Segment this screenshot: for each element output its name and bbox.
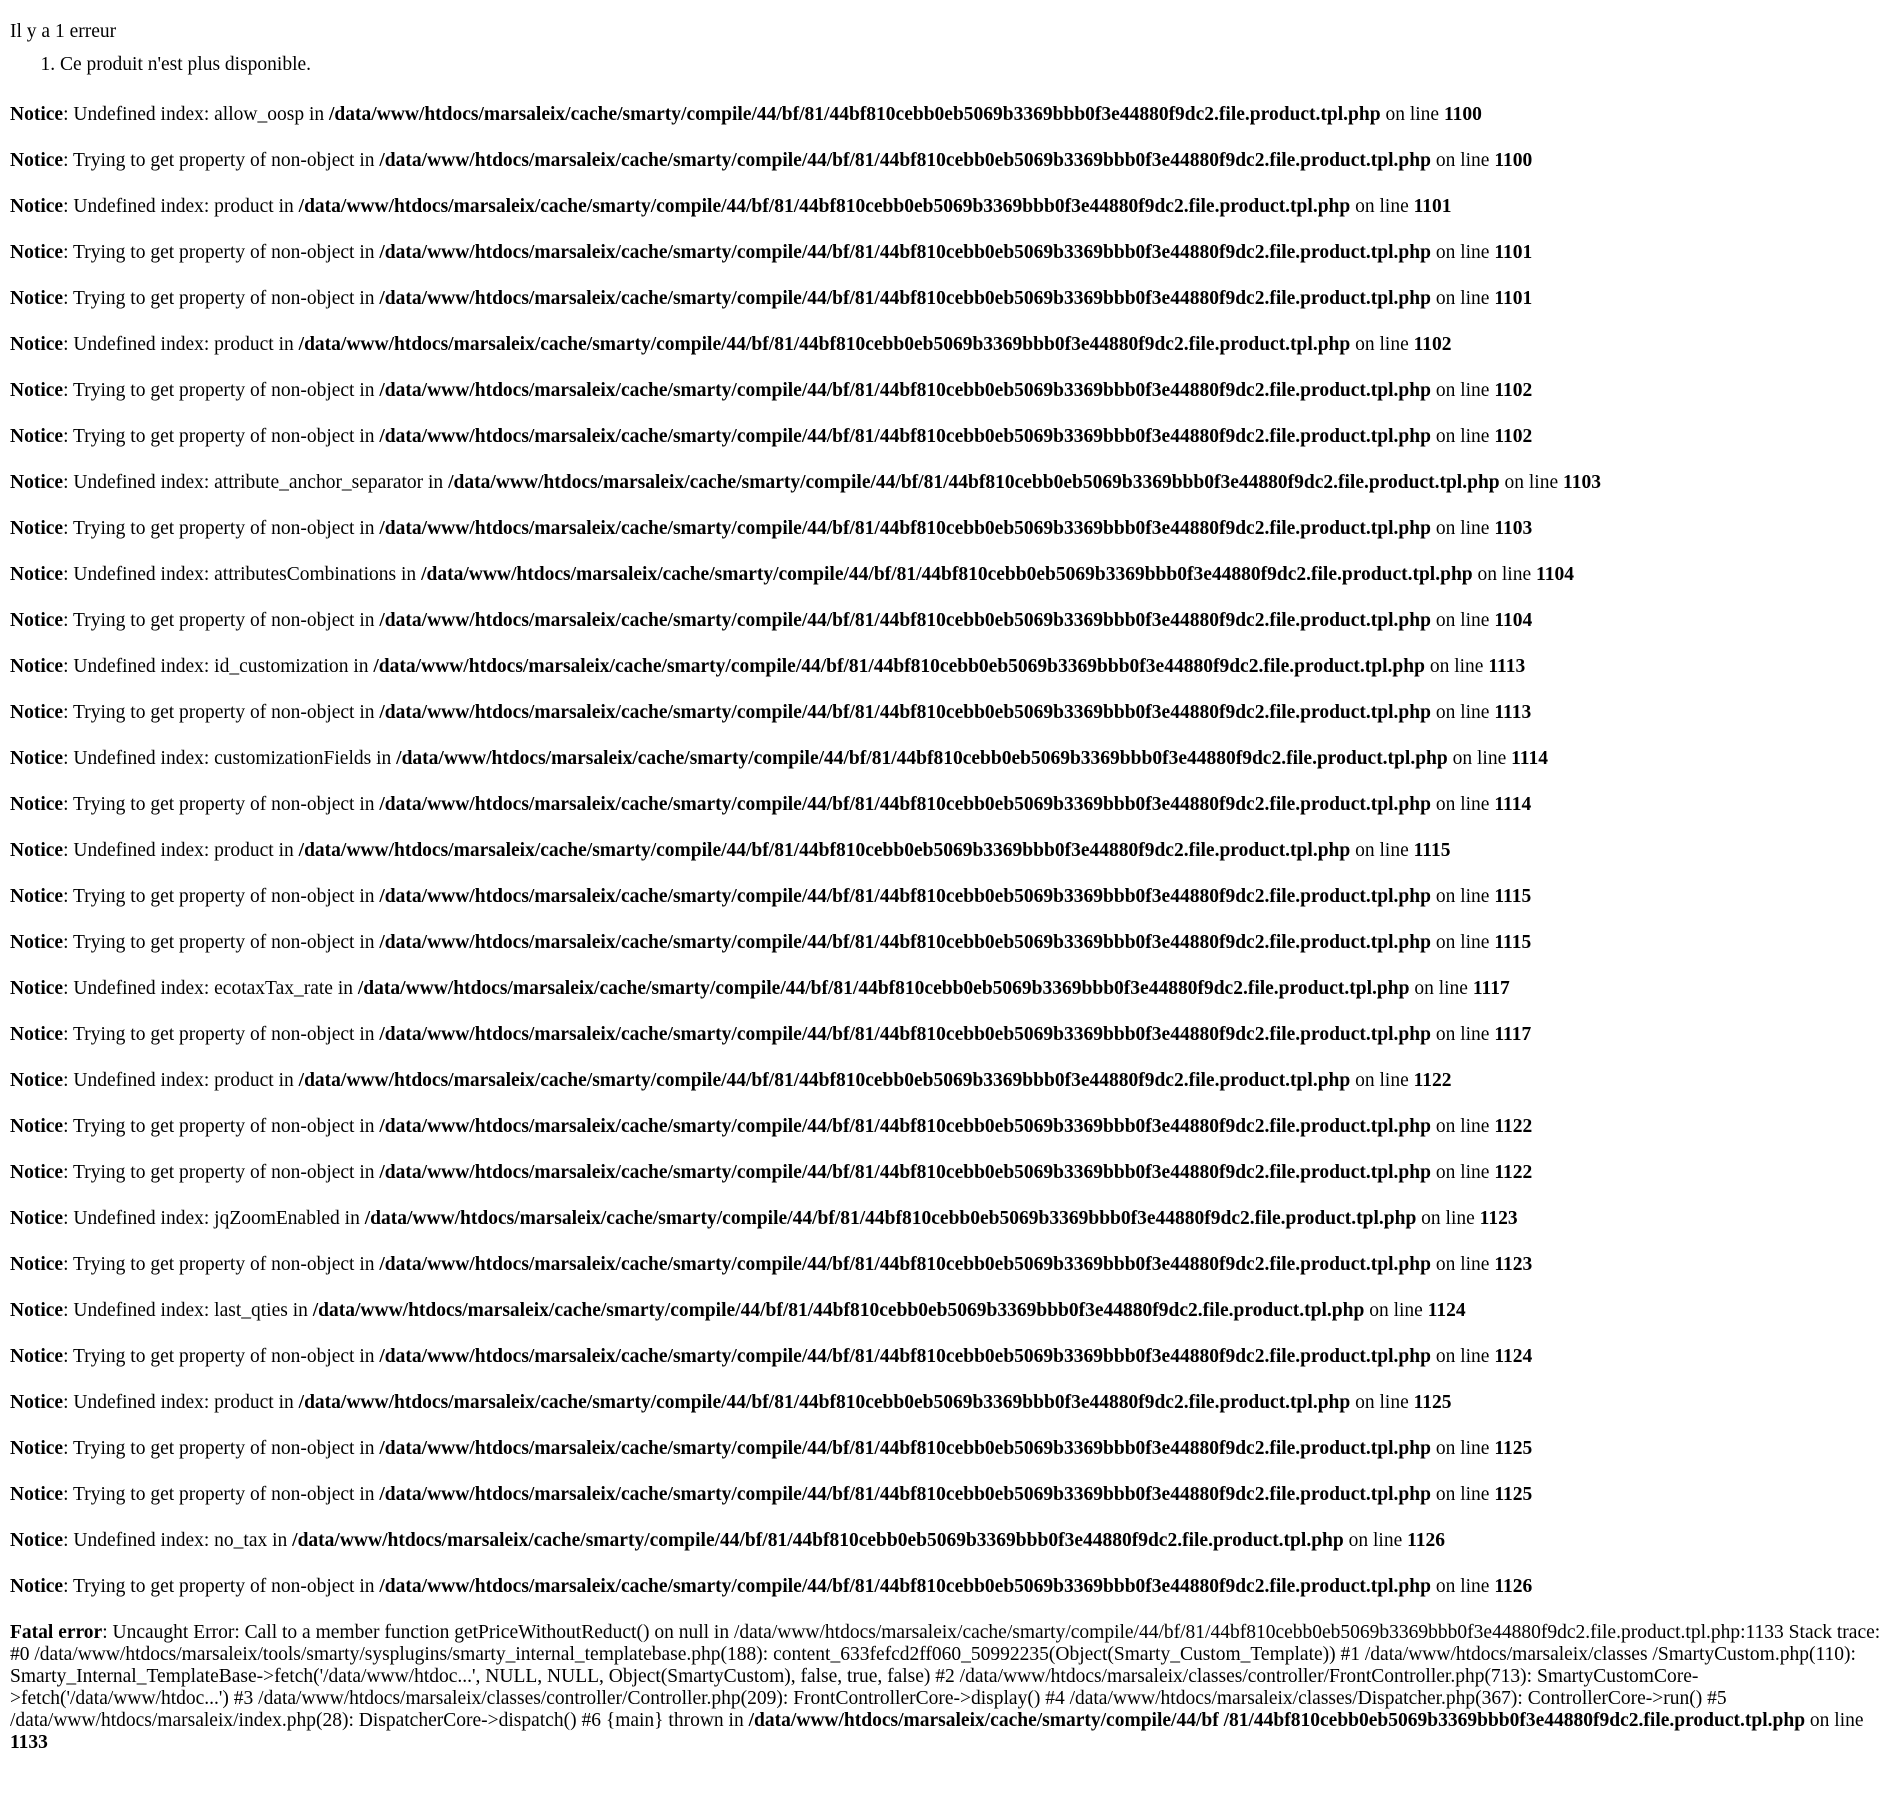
notice-on-line: on line [1435,1438,1490,1459]
notice-line: 1101 [1413,196,1452,217]
notice-in: in [359,150,375,171]
notice-path: /data/www/htdocs/marsaleix/cache/smarty/compile/44/bf/81/44bf810cebb0eb5069b3369bbb0f3e44880f9dc2.file.product.tpl.php [379,380,1431,401]
notice-label: Notice [10,196,64,217]
notice-row: Notice: Undefined index: product in /data/www/htdocs/marsaleix/cache/smarty/compile/44/bf/81/44bf810cebb0eb5069b3369bbb0f3e44880f9dc2.file.product.tpl.php on line 1115 [10,840,1451,861]
notice-line: 1103 [1494,518,1533,539]
notice-path: /data/www/htdocs/marsaleix/cache/smarty/compile/44/bf/81/44bf810cebb0eb5069b3369bbb0f3e44880f9dc2.file.product.tpl.php [298,840,1351,861]
notice-on-line: on line [1435,380,1490,401]
notice-line: 1124 [1427,1300,1466,1321]
notice-on-line: on line [1435,1254,1490,1275]
notice-in: in [359,1484,375,1505]
notice-row: Notice: Trying to get property of non-object in /data/www/htdocs/marsaleix/cache/smarty/compile/44/bf/81/44bf810cebb0eb5069b3369bbb0f3e44880f9dc2.file.product.tpl.php on line 1115 [10,886,1532,907]
notice-label: Notice [10,1254,64,1275]
notice-label: Notice [10,840,64,861]
notice-in: in [278,1070,294,1091]
notice-label: Notice [10,518,64,539]
notice-label: Notice [10,610,64,631]
notice-row: Notice: Undefined index: jqZoomEnabled in /data/www/htdocs/marsaleix/cache/smarty/compile/44/bf/81/44bf810cebb0eb5069b3369bbb0f3e44880f9dc2.file.product.tpl.php on line 1123 [10,1208,1518,1229]
notice-path: /data/www/htdocs/marsaleix/cache/smarty/compile/44/bf/81/44bf810cebb0eb5069b3369bbb0f3e44880f9dc2.file.product.tpl.php [357,978,1410,999]
notice-row: Notice: Trying to get property of non-object in /data/www/htdocs/marsaleix/cache/smarty/compile/44/bf/81/44bf810cebb0eb5069b3369bbb0f3e44880f9dc2.file.product.tpl.php on line 1117 [10,1024,1532,1045]
notice-message: Undefined index: allow_oosp [73,104,305,125]
error-list-item: 1. Ce produit n'est plus disponible. [60,54,1888,76]
notice-path: /data/www/htdocs/marsaleix/cache/smarty/compile/44/bf/81/44bf810cebb0eb5069b3369bbb0f3e44880f9dc2.file.product.tpl.php [329,104,1381,125]
notice-line: 1114 [1494,794,1532,815]
notice-line: 1125 [1494,1484,1533,1505]
notice-path: /data/www/htdocs/marsaleix/cache/smarty/compile/44/bf/81/44bf810cebb0eb5069b3369bbb0f3e44880f9dc2.file.product.tpl.php [298,196,1351,217]
notice-line: 1113 [1494,702,1532,723]
notice-on-line: on line [1435,610,1490,631]
notice-on-line: on line [1429,656,1484,677]
notice-row: Notice: Trying to get property of non-object in /data/www/htdocs/marsaleix/cache/smarty/compile/44/bf/81/44bf810cebb0eb5069b3369bbb0f3e44880f9dc2.file.product.tpl.php on line 1124 [10,1346,1533,1367]
notice-message: Trying to get property of non-object [73,1254,355,1275]
notice-in: in [308,104,325,125]
notice-on-line: on line [1435,886,1490,907]
notice-path: /data/www/htdocs/marsaleix/cache/smarty/compile/44/bf/81/44bf810cebb0eb5069b3369bbb0f3e44880f9dc2.file.product.tpl.php [379,1438,1431,1459]
notice-on-line: on line [1435,794,1490,815]
notice-row: Notice: Trying to get property of non-object in /data/www/htdocs/marsaleix/cache/smarty/compile/44/bf/81/44bf810cebb0eb5069b3369bbb0f3e44880f9dc2.file.product.tpl.php on line 1101 [10,288,1533,309]
notice-message: Undefined index: attribute_anchor_separator [73,472,424,493]
notice-row: Notice: Undefined index: attributesCombinations in /data/www/htdocs/marsaleix/cache/smarty/compile/44/bf/81/44bf810cebb0eb5069b3369bbb0f3e44880f9dc2.file.product.tpl.php on line 1104 [10,564,1574,585]
notice-label: Notice [10,886,64,907]
notice-in: in [278,1392,294,1413]
notice-message: Trying to get property of non-object [73,1438,355,1459]
notice-label: Notice [10,104,64,125]
notice-on-line: on line [1435,1576,1490,1597]
notice-label: Notice [10,426,64,447]
notice-on-line: on line [1435,518,1490,539]
notice-in: in [278,840,294,861]
notice-row: Notice: Trying to get property of non-object in /data/www/htdocs/marsaleix/cache/smarty/compile/44/bf/81/44bf810cebb0eb5069b3369bbb0f3e44880f9dc2.file.product.tpl.php on line 1125 [10,1484,1533,1505]
notice-row: Notice: Undefined index: product in /data/www/htdocs/marsaleix/cache/smarty/compile/44/bf/81/44bf810cebb0eb5069b3369bbb0f3e44880f9dc2.file.product.tpl.php on line 1125 [10,1392,1452,1413]
notice-path: /data/www/htdocs/marsaleix/cache/smarty/compile/44/bf/81/44bf810cebb0eb5069b3369bbb0f3e44880f9dc2.file.product.tpl.php [292,1530,1344,1551]
notice-path: /data/www/htdocs/marsaleix/cache/smarty/compile/44/bf/81/44bf810cebb0eb5069b3369bbb0f3e44880f9dc2.file.product.tpl.php [379,426,1431,447]
notice-in: in [401,564,417,585]
notice-on-line: on line [1435,932,1490,953]
notice-line: 1103 [1563,472,1601,493]
notice-label: Notice [10,380,64,401]
notice-line: 1113 [1488,656,1526,677]
notice-on-line: on line [1435,1024,1490,1045]
notice-path: /data/www/htdocs/marsaleix/cache/smarty/compile/44/bf/81/44bf810cebb0eb5069b3369bbb0f3e44880f9dc2.file.product.tpl.php [421,564,1473,585]
notice-row: Notice: Undefined index: ecotaxTax_rate in /data/www/htdocs/marsaleix/cache/smarty/compile/44/bf/81/44bf810cebb0eb5069b3369bbb0f3e44880f9dc2.file.product.tpl.php on line 1117 [10,978,1510,999]
notice-path: /data/www/htdocs/marsaleix/cache/smarty/compile/44/bf/81/44bf810cebb0eb5069b3369bbb0f3e44880f9dc2.file.product.tpl.php [379,518,1431,539]
notice-line: 1125 [1494,1438,1533,1459]
notice-path: /data/www/htdocs/marsaleix/cache/smarty/compile/44/bf/81/44bf810cebb0eb5069b3369bbb0f3e44880f9dc2.file.product.tpl.php [379,932,1431,953]
notice-on-line: on line [1421,1208,1475,1229]
notice-in: in [376,748,392,769]
notice-in: in [353,656,369,677]
notice-in: in [359,1346,375,1367]
notice-in: in [359,794,375,815]
notice-on-line: on line [1435,426,1490,447]
notice-in: in [359,518,375,539]
notice-row: Notice: Undefined index: product in /data/www/htdocs/marsaleix/cache/smarty/compile/44/bf/81/44bf810cebb0eb5069b3369bbb0f3e44880f9dc2.file.product.tpl.php on line 1102 [10,334,1452,355]
notice-on-line: on line [1435,150,1490,171]
notice-message: Trying to get property of non-object [73,150,355,171]
notice-path: /data/www/htdocs/marsaleix/cache/smarty/compile/44/bf/81/44bf810cebb0eb5069b3369bbb0f3e44880f9dc2.file.product.tpl.php [448,472,1500,493]
notice-row: Notice: Trying to get property of non-object in /data/www/htdocs/marsaleix/cache/smarty/compile/44/bf/81/44bf810cebb0eb5069b3369bbb0f3e44880f9dc2.file.product.tpl.php on line 1122 [10,1162,1533,1183]
notice-label: Notice [10,1484,64,1505]
notice-message: Trying to get property of non-object [73,610,355,631]
notice-in: in [359,1576,375,1597]
notice-on-line: on line [1355,334,1409,355]
notice-label: Notice [10,150,64,171]
error-count-title: Il y a 1 erreur [10,21,117,42]
notice-line: 1125 [1413,1392,1452,1413]
notice-line: 1126 [1407,1530,1446,1551]
notice-path: /data/www/htdocs/marsaleix/cache/smarty/compile/44/bf/81/44bf810cebb0eb5069b3369bbb0f3e44880f9dc2.file.product.tpl.php [379,1024,1431,1045]
notice-label: Notice [10,564,64,585]
notice-line: 1115 [1413,840,1451,861]
notice-path: /data/www/htdocs/marsaleix/cache/smarty/compile/44/bf/81/44bf810cebb0eb5069b3369bbb0f3e44880f9dc2.file.product.tpl.php [379,702,1431,723]
notice-line: 1122 [1413,1070,1452,1091]
notice-message: Trying to get property of non-object [73,886,355,907]
notice-row: Notice: Undefined index: product in /data/www/htdocs/marsaleix/cache/smarty/compile/44/bf/81/44bf810cebb0eb5069b3369bbb0f3e44880f9dc2.file.product.tpl.php on line 1101 [10,196,1452,217]
notice-path: /data/www/htdocs/marsaleix/cache/smarty/compile/44/bf/81/44bf810cebb0eb5069b3369bbb0f3e44880f9dc2.file.product.tpl.php [379,1576,1431,1597]
error-list [10,54,1888,76]
notice-message: Undefined index: product [73,840,274,861]
notice-line: 1115 [1494,886,1532,907]
fatal-thrown-in: thrown in [668,1710,744,1731]
notice-path: /data/www/htdocs/marsaleix/cache/smarty/compile/44/bf/81/44bf810cebb0eb5069b3369bbb0f3e44880f9dc2.file.product.tpl.php [298,1392,1351,1413]
notice-on-line: on line [1435,1346,1490,1367]
notice-message: Undefined index: ecotaxTax_rate [73,978,333,999]
notice-in: in [344,1208,360,1229]
notice-label: Notice [10,1392,64,1413]
notice-in: in [359,610,375,631]
notice-in: in [337,978,354,999]
notice-on-line: on line [1385,104,1440,125]
notice-message: Trying to get property of non-object [73,242,355,263]
notice-path: /data/www/htdocs/marsaleix/cache/smarty/compile/44/bf/81/44bf810cebb0eb5069b3369bbb0f3e44880f9dc2.file.product.tpl.php [396,748,1448,769]
notice-on-line: on line [1477,564,1532,585]
notice-message: Trying to get property of non-object [73,380,355,401]
notice-in: in [278,196,294,217]
notice-row: Notice: Undefined index: customizationFields in /data/www/htdocs/marsaleix/cache/smarty/compile/44/bf/81/44bf810cebb0eb5069b3369bbb0f3e44880f9dc2.file.product.tpl.php on line 1114 [10,748,1548,769]
notice-in: in [359,380,375,401]
fatal-on-line: on line [1809,1710,1864,1731]
notice-in: in [359,1438,375,1459]
notice-on-line: on line [1369,1300,1423,1321]
notice-message: Undefined index: product [73,334,274,355]
notice-row: Notice: Trying to get property of non-object in /data/www/htdocs/marsaleix/cache/smarty/compile/44/bf/81/44bf810cebb0eb5069b3369bbb0f3e44880f9dc2.file.product.tpl.php on line 1101 [10,242,1533,263]
notice-message: Trying to get property of non-object [73,1576,355,1597]
notice-label: Notice [10,702,64,723]
notice-in: in [359,1254,375,1275]
notice-message: Trying to get property of non-object [73,1024,355,1045]
notice-line: 1101 [1494,242,1533,263]
notice-on-line: on line [1435,1162,1490,1183]
notice-path: /data/www/htdocs/marsaleix/cache/smarty/compile/44/bf/81/44bf810cebb0eb5069b3369bbb0f3e44880f9dc2.file.product.tpl.php [379,288,1431,309]
notice-path: /data/www/htdocs/marsaleix/cache/smarty/compile/44/bf/81/44bf810cebb0eb5069b3369bbb0f3e44880f9dc2.file.product.tpl.php [312,1300,1365,1321]
notice-row: Notice: Trying to get property of non-object in /data/www/htdocs/marsaleix/cache/smarty/compile/44/bf/81/44bf810cebb0eb5069b3369bbb0f3e44880f9dc2.file.product.tpl.php on line 1126 [10,1576,1533,1597]
notice-in: in [359,242,375,263]
notice-message: Trying to get property of non-object [73,426,355,447]
notice-on-line: on line [1435,1484,1490,1505]
notice-row: Notice: Trying to get property of non-object in /data/www/htdocs/marsaleix/cache/smarty/compile/44/bf/81/44bf810cebb0eb5069b3369bbb0f3e44880f9dc2.file.product.tpl.php on line 1102 [10,380,1533,401]
notice-label: Notice [10,748,64,769]
notice-row: Notice: Trying to get property of non-object in /data/www/htdocs/marsaleix/cache/smarty/compile/44/bf/81/44bf810cebb0eb5069b3369bbb0f3e44880f9dc2.file.product.tpl.php on line 1114 [10,794,1532,815]
notice-label: Notice [10,242,64,263]
notice-in: in [359,932,375,953]
notice-message: Trying to get property of non-object [73,518,355,539]
fatal-error: Fatal error: Uncaught Error: Call to a member function getPriceWithoutReduct() on null in /data/www/htdocs/marsaleix/cache/smarty/compile/44/bf/81/44bf810cebb0eb5069b3369bbb0f3e44880f9dc2.file.product.tpl.php:1133 Stack trace: #0 /data/www/htdocs/marsaleix/tools/smarty/sysplugins/smarty_internal_templatebase.php(188): content_633fefcd2ff060_50992235(Object(Smarty_Custom_Template)) #1 /data/www/htdocs/marsaleix/classes /SmartyCustom.php(110): Smarty_Internal_TemplateBase->fetch('/data/www/htdoc...', NULL, NULL, Object(SmartyCustom), false, true, false) #2 /data/www/htdocs/marsaleix/classes/controller/FrontController.php(713): SmartyCustomCore->fetch('/data/www/htdoc...') #3 /data/www/htdocs/marsaleix/classes/controller/Controller.php(209): FrontControllerCore->display() #4 /data/www/htdocs/marsaleix/classes/Dispatcher.php(367): ControllerCore->run() #5 /data/www/htdocs/marsaleix/index.php(28): DispatcherCore->dispatch() #6 {main} thrown in /data/www/htdocs/marsaleix/cache/smarty/compile/44/bf /81/44bf810cebb0eb5069b3369bbb0f3e44880f9dc2.file.product.tpl.php on line 1133 [10,1622,1881,1753]
notice-path: /data/www/htdocs/marsaleix/cache/smarty/compile/44/bf/81/44bf810cebb0eb5069b3369bbb0f3e44880f9dc2.file.product.tpl.php [379,150,1431,171]
notice-message: Undefined index: jqZoomEnabled [73,1208,340,1229]
notice-line: 1117 [1472,978,1510,999]
notice-path: /data/www/htdocs/marsaleix/cache/smarty/compile/44/bf/81/44bf810cebb0eb5069b3369bbb0f3e44880f9dc2.file.product.tpl.php [298,1070,1351,1091]
notice-message: Trying to get property of non-object [73,1116,355,1137]
notice-message: Undefined index: product [73,196,274,217]
notice-label: Notice [10,794,64,815]
notice-message: Trying to get property of non-object [73,702,355,723]
notice-label: Notice [10,932,64,953]
notice-line: 1123 [1479,1208,1518,1229]
notice-label: Notice [10,1024,64,1045]
notice-path: /data/www/htdocs/marsaleix/cache/smarty/compile/44/bf/81/44bf810cebb0eb5069b3369bbb0f3e44880f9dc2.file.product.tpl.php [379,1254,1431,1275]
notice-row: Notice: Undefined index: allow_oosp in /data/www/htdocs/marsaleix/cache/smarty/compile/44/bf/81/44bf810cebb0eb5069b3369bbb0f3e44880f9dc2.file.product.tpl.php on line 1100 [10,104,1482,125]
notice-message: Trying to get property of non-object [73,1346,355,1367]
notice-on-line: on line [1355,196,1409,217]
notice-in: in [359,426,375,447]
notice-path: /data/www/htdocs/marsaleix/cache/smarty/compile/44/bf/81/44bf810cebb0eb5069b3369bbb0f3e44880f9dc2.file.product.tpl.php [379,794,1431,815]
notice-on-line: on line [1435,242,1490,263]
notice-message: Undefined index: product [73,1392,274,1413]
notice-in: in [359,1116,375,1137]
notice-row: Notice: Trying to get property of non-object in /data/www/htdocs/marsaleix/cache/smarty/compile/44/bf/81/44bf810cebb0eb5069b3369bbb0f3e44880f9dc2.file.product.tpl.php on line 1113 [10,702,1532,723]
notice-row: Notice: Trying to get property of non-object in /data/www/htdocs/marsaleix/cache/smarty/compile/44/bf/81/44bf810cebb0eb5069b3369bbb0f3e44880f9dc2.file.product.tpl.php on line 1104 [10,610,1533,631]
notice-line: 1102 [1413,334,1452,355]
notice-path: /data/www/htdocs/marsaleix/cache/smarty/compile/44/bf/81/44bf810cebb0eb5069b3369bbb0f3e44880f9dc2.file.product.tpl.php [373,656,1425,677]
notice-label: Notice [10,1162,64,1183]
notice-on-line: on line [1355,840,1409,861]
notice-row: Notice: Undefined index: last_qties in /data/www/htdocs/marsaleix/cache/smarty/compile/44/bf/81/44bf810cebb0eb5069b3369bbb0f3e44880f9dc2.file.product.tpl.php on line 1124 [10,1300,1466,1321]
notice-label: Notice [10,472,64,493]
notice-message: Trying to get property of non-object [73,794,355,815]
notice-path: /data/www/htdocs/marsaleix/cache/smarty/compile/44/bf/81/44bf810cebb0eb5069b3369bbb0f3e44880f9dc2.file.product.tpl.php [379,886,1431,907]
notice-message: Trying to get property of non-object [73,1484,355,1505]
notice-on-line: on line [1414,978,1468,999]
notice-row: Notice: Undefined index: product in /data/www/htdocs/marsaleix/cache/smarty/compile/44/bf/81/44bf810cebb0eb5069b3369bbb0f3e44880f9dc2.file.product.tpl.php on line 1122 [10,1070,1452,1091]
notice-on-line: on line [1355,1392,1409,1413]
notice-in: in [359,1024,375,1045]
notice-on-line: on line [1435,702,1490,723]
notice-line: 1100 [1443,104,1482,125]
notice-line: 1104 [1494,610,1533,631]
notice-label: Notice [10,1300,64,1321]
notice-row: Notice: Undefined index: attribute_anchor_separator in /data/www/htdocs/marsaleix/cache/smarty/compile/44/bf/81/44bf810cebb0eb5069b3369bbb0f3e44880f9dc2.file.product.tpl.php on line 1103 [10,472,1601,493]
notice-on-line: on line [1435,1116,1490,1137]
notice-label: Notice [10,1116,64,1137]
notice-line: 1117 [1494,1024,1532,1045]
notice-on-line: on line [1348,1530,1403,1551]
notice-path: /data/www/htdocs/marsaleix/cache/smarty/compile/44/bf/81/44bf810cebb0eb5069b3369bbb0f3e44880f9dc2.file.product.tpl.php [298,334,1351,355]
notice-line: 1102 [1494,380,1533,401]
notice-row: Notice: Trying to get property of non-object in /data/www/htdocs/marsaleix/cache/smarty/compile/44/bf/81/44bf810cebb0eb5069b3369bbb0f3e44880f9dc2.file.product.tpl.php on line 1103 [10,518,1533,539]
notice-row: Notice: Trying to get property of non-object in /data/www/htdocs/marsaleix/cache/smarty/compile/44/bf/81/44bf810cebb0eb5069b3369bbb0f3e44880f9dc2.file.product.tpl.php on line 1115 [10,932,1532,953]
notice-label: Notice [10,1346,64,1367]
notice-label: Notice [10,1070,64,1091]
notice-line: 1102 [1494,426,1533,447]
notice-row: Notice: Trying to get property of non-object in /data/www/htdocs/marsaleix/cache/smarty/compile/44/bf/81/44bf810cebb0eb5069b3369bbb0f3e44880f9dc2.file.product.tpl.php on line 1102 [10,426,1533,447]
notice-line: 1126 [1494,1576,1533,1597]
notice-line: 1101 [1494,288,1533,309]
notice-path: /data/www/htdocs/marsaleix/cache/smarty/compile/44/bf/81/44bf810cebb0eb5069b3369bbb0f3e44880f9dc2.file.product.tpl.php [379,242,1431,263]
notice-on-line: on line [1504,472,1559,493]
notice-in: in [272,1530,288,1551]
notice-in: in [278,334,294,355]
notice-in: in [292,1300,308,1321]
notice-line: 1122 [1494,1162,1533,1183]
notice-row: Notice: Trying to get property of non-object in /data/www/htdocs/marsaleix/cache/smarty/compile/44/bf/81/44bf810cebb0eb5069b3369bbb0f3e44880f9dc2.file.product.tpl.php on line 1122 [10,1116,1533,1137]
notice-on-line: on line [1355,1070,1409,1091]
notice-label: Notice [10,288,64,309]
notice-line: 1123 [1494,1254,1533,1275]
notice-message: Undefined index: id_customization [73,656,349,677]
notice-in: in [428,472,444,493]
notice-label: Notice [10,1438,64,1459]
notice-row: Notice: Undefined index: no_tax in /data/www/htdocs/marsaleix/cache/smarty/compile/44/bf/81/44bf810cebb0eb5069b3369bbb0f3e44880f9dc2.file.product.tpl.php on line 1126 [10,1530,1446,1551]
notice-in: in [359,1162,375,1183]
notice-list [10,104,1888,1598]
notice-label: Notice [10,1208,64,1229]
notice-in: in [359,702,375,723]
fatal-line: 1133 [10,1732,48,1753]
notice-message: Undefined index: no_tax [73,1530,268,1551]
notice-message: Undefined index: product [73,1070,274,1091]
notice-label: Notice [10,978,64,999]
notice-row: Notice: Trying to get property of non-object in /data/www/htdocs/marsaleix/cache/smarty/compile/44/bf/81/44bf810cebb0eb5069b3369bbb0f3e44880f9dc2.file.product.tpl.php on line 1125 [10,1438,1533,1459]
notice-path: /data/www/htdocs/marsaleix/cache/smarty/compile/44/bf/81/44bf810cebb0eb5069b3369bbb0f3e44880f9dc2.file.product.tpl.php [379,1484,1431,1505]
notice-row: Notice: Undefined index: id_customization in /data/www/htdocs/marsaleix/cache/smarty/compile/44/bf/81/44bf810cebb0eb5069b3369bbb0f3e44880f9dc2.file.product.tpl.php on line 1113 [10,656,1526,677]
notice-line: 1114 [1511,748,1548,769]
notice-label: Notice [10,1576,64,1597]
notice-path: /data/www/htdocs/marsaleix/cache/smarty/compile/44/bf/81/44bf810cebb0eb5069b3369bbb0f3e44880f9dc2.file.product.tpl.php [379,1116,1431,1137]
fatal-label: Fatal error [10,1622,103,1643]
notice-line: 1104 [1536,564,1574,585]
fatal-path: /data/www/htdocs/marsaleix/cache/smarty/compile/44/bf /81/44bf810cebb0eb5069b3369bbb0f3e44880f9dc2.file.product.tpl.php [748,1710,1806,1731]
notice-on-line: on line [1435,288,1490,309]
notice-on-line: on line [1452,748,1507,769]
notice-label: Notice [10,334,64,355]
notice-row: Notice: Trying to get property of non-object in /data/www/htdocs/marsaleix/cache/smarty/compile/44/bf/81/44bf810cebb0eb5069b3369bbb0f3e44880f9dc2.file.product.tpl.php on line 1100 [10,150,1533,171]
notice-in: in [359,886,375,907]
notice-line: 1124 [1494,1346,1533,1367]
notice-message: Undefined index: customizationFields [73,748,372,769]
notice-line: 1122 [1494,1116,1533,1137]
notice-line: 1115 [1494,932,1532,953]
notice-in: in [359,288,375,309]
notice-label: Notice [10,656,64,677]
notice-path: /data/www/htdocs/marsaleix/cache/smarty/compile/44/bf/81/44bf810cebb0eb5069b3369bbb0f3e44880f9dc2.file.product.tpl.php [379,1346,1431,1367]
notice-message: Trying to get property of non-object [73,1162,355,1183]
notice-line: 1100 [1494,150,1533,171]
notice-message: Undefined index: last_qties [73,1300,288,1321]
notice-message: Trying to get property of non-object [73,288,355,309]
fatal-message: Uncaught Error: Call to a member function getPriceWithoutReduct() on null in /data/www/htdocs/marsaleix/cache/smarty/compile/44/bf/81/44bf810cebb0eb5069b3369bbb0f3e44880f9dc2.file.product.tpl.php:1133 Stack trace: #0 /data/www/htdocs/marsaleix/tools/smarty/sysplugins/smarty_internal_templatebase.php(188): content_633fefcd2ff060_50992235(Object(Smarty_Custom_Template)) #1 /data/www/htdocs/marsaleix/classes /SmartyCustom.php(110): Smarty_Internal_TemplateBase->fetch('/data/www/htdoc...', NULL, NULL, Object(SmartyCustom), false, true, false) #2 /data/www/htdocs/marsaleix/classes/controller/FrontController.php(713): SmartyCustomCore->fetch('/data/www/htdoc...') #3 /data/www/htdocs/marsaleix/classes/controller/Controller.php(209): FrontControllerCore->display() #4 /data/www/htdocs/marsaleix/classes/Dispatcher.php(367): ControllerCore->run() #5 /data/www/htdocs/marsaleix/index.php(28): DispatcherCore->dispatch() #6 {main} [10,1622,1881,1731]
notice-path: /data/www/htdocs/marsaleix/cache/smarty/compile/44/bf/81/44bf810cebb0eb5069b3369bbb0f3e44880f9dc2.file.product.tpl.php [379,1162,1431,1183]
notice-path: /data/www/htdocs/marsaleix/cache/smarty/compile/44/bf/81/44bf810cebb0eb5069b3369bbb0f3e44880f9dc2.file.product.tpl.php [379,610,1431,631]
notice-message: Trying to get property of non-object [73,932,355,953]
notice-row: Notice: Trying to get property of non-object in /data/www/htdocs/marsaleix/cache/smarty/compile/44/bf/81/44bf810cebb0eb5069b3369bbb0f3e44880f9dc2.file.product.tpl.php on line 1123 [10,1254,1533,1275]
notice-path: /data/www/htdocs/marsaleix/cache/smarty/compile/44/bf/81/44bf810cebb0eb5069b3369bbb0f3e44880f9dc2.file.product.tpl.php [364,1208,1417,1229]
notice-label: Notice [10,1530,64,1551]
notice-message: Undefined index: attributesCombinations [73,564,397,585]
